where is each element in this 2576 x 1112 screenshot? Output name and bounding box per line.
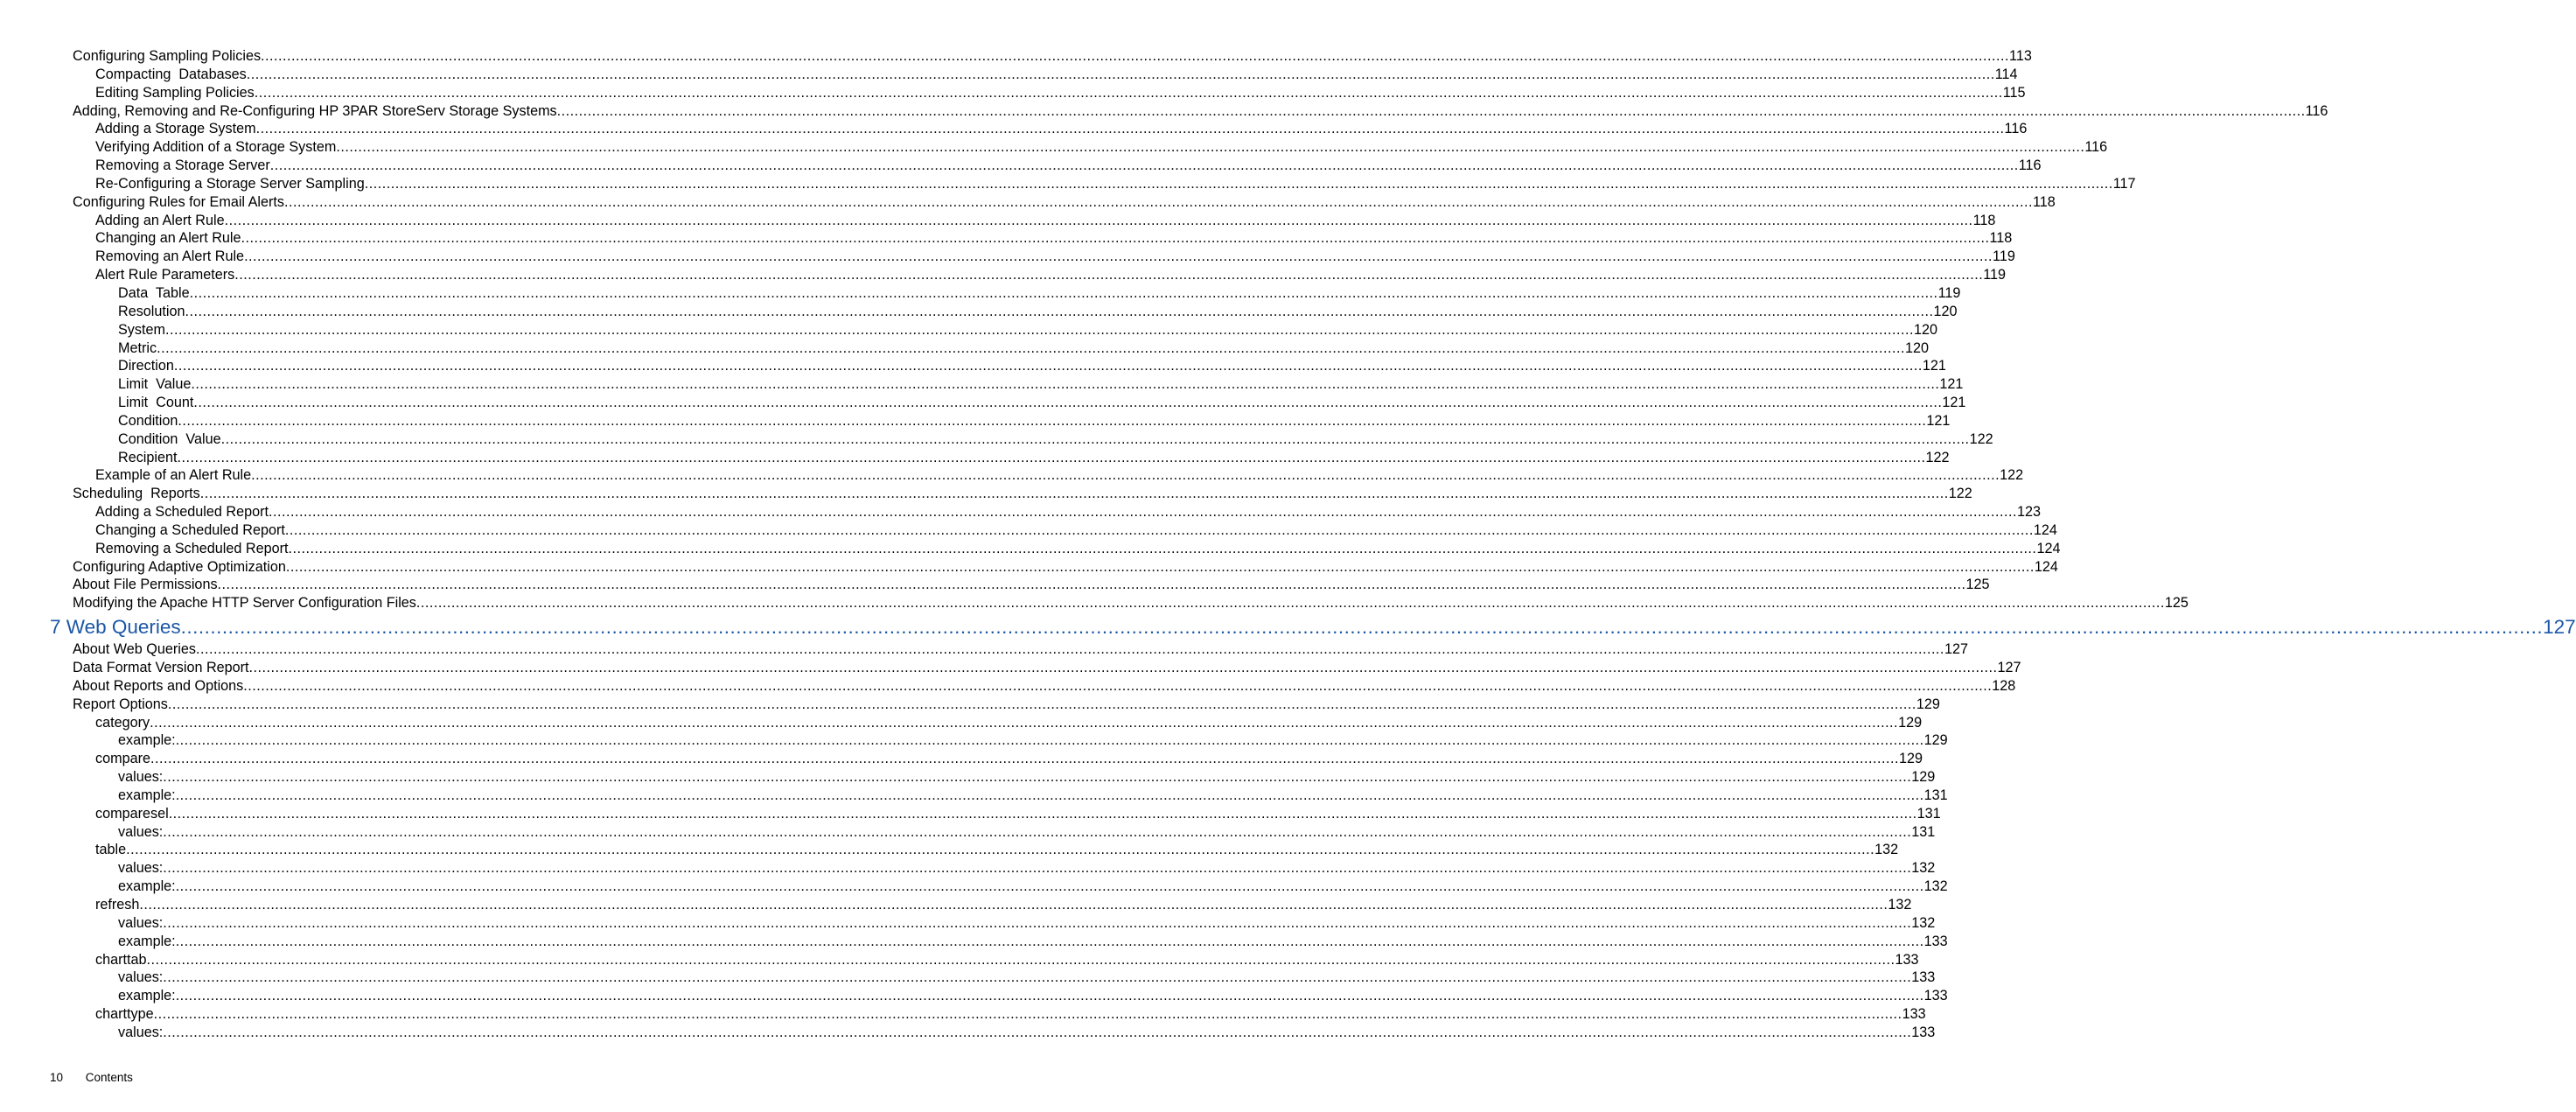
toc-entry[interactable] <box>0 914 1936 933</box>
toc-entry[interactable] <box>0 321 1937 339</box>
toc-entry[interactable] <box>0 594 2189 612</box>
toc-entry[interactable] <box>0 430 1993 449</box>
toc-entry-title: table <box>95 842 127 858</box>
toc-entry-title: Data Format Version Report <box>73 660 249 675</box>
toc-entry[interactable] <box>0 933 1948 951</box>
toc-entry-page-number: 118 <box>1989 230 2013 247</box>
toc-entry-title: Verifying Addition of a Storage System <box>95 139 337 156</box>
toc-entry-title: comparesel <box>95 805 169 822</box>
toc-entry-line <box>95 503 2041 521</box>
toc-entry-page-number: 120 <box>1913 321 1937 338</box>
dot-leader: ................................................................................................................................................................................................................................................................................................................................................................................................................ <box>244 248 1993 265</box>
toc-entry-page-number: 133 <box>1923 933 1948 949</box>
toc-entry-line <box>95 157 2042 175</box>
toc-entry-line <box>95 212 1996 230</box>
toc-entry-title: example: <box>118 933 176 949</box>
toc-entry-page-number: 121 <box>1922 358 1946 374</box>
toc-entry[interactable] <box>0 1024 1936 1042</box>
dot-leader: ................................................................................................................................................................................................................................................................................................................................................................................................................ <box>269 157 2019 174</box>
dot-leader: ................................................................................................................................................................................................................................................................................................................................................................................................................ <box>224 212 1973 228</box>
dot-leader: ................................................................................................................................................................................................................................................................................................................................................................................................................ <box>254 84 2003 101</box>
toc-entry-title: charttype <box>95 1006 154 1023</box>
toc-entry-line <box>73 193 2056 212</box>
toc-entry-page-number: 117 <box>2112 175 2136 192</box>
toc-entry-line <box>118 914 1936 933</box>
toc-entry[interactable] <box>0 485 1972 503</box>
toc-entry[interactable] <box>0 193 2056 212</box>
toc-entry-line <box>118 969 1936 987</box>
toc-entry-title: About Web Queries <box>73 641 196 658</box>
toc-entry[interactable] <box>0 768 1936 787</box>
toc-entry-title: Adding, Removing and Re-Configuring HP 3PAR StoreServ Storage Systems <box>73 102 557 119</box>
toc-entry[interactable] <box>0 805 1941 823</box>
toc-entry-page-number: 132 <box>1923 878 1948 895</box>
toc-entry[interactable] <box>0 394 1966 412</box>
toc-entry-title: Compacting Databases <box>95 66 247 82</box>
dot-leader: ................................................................................................................................................................................................................................................................................................................................................................................................................ <box>285 558 2035 575</box>
dot-leader: ................................................................................................................................................................................................................................................................................................................................................................................................................ <box>168 805 1917 822</box>
toc-entry-title: Alert Rule Parameters <box>95 267 235 283</box>
toc-entry-page-number: 116 <box>2084 139 2108 156</box>
toc-entry-title: Removing an Alert Rule <box>95 248 245 265</box>
toc-entry-line <box>95 248 2015 266</box>
dot-leader: ................................................................................................................................................................................................................................................................................................................................................................................................................ <box>248 660 1998 675</box>
dot-leader: ................................................................................................................................................................................................................................................................................................................................................................................................................ <box>180 616 2544 639</box>
toc-entry[interactable] <box>0 750 1923 768</box>
toc-entry-title: category <box>95 714 150 731</box>
dot-leader: ................................................................................................................................................................................................................................................................................................................................................................................................................ <box>243 677 1993 694</box>
toc-entry-page-number: 129 <box>1898 714 1923 731</box>
dot-leader: ................................................................................................................................................................................................................................................................................................................................................................................................................ <box>163 1024 1912 1040</box>
toc-entry-page-number: 129 <box>1916 696 1940 712</box>
toc-entry-page-number: 121 <box>1926 412 1951 429</box>
toc-entry-title: Adding a Scheduled Report <box>95 504 269 521</box>
toc-entry-page-number: 120 <box>1933 303 1958 319</box>
toc-entry-line <box>95 540 2061 558</box>
toc-entry-line <box>118 731 1948 750</box>
toc-entry[interactable] <box>0 540 2061 558</box>
toc-entry-page-number: 127 <box>1944 641 1968 658</box>
toc-entry-line <box>118 768 1936 787</box>
toc-entry-page-number: 122 <box>1969 430 1993 447</box>
toc-entry-page-number: 131 <box>1916 805 1941 822</box>
toc-entry[interactable] <box>0 859 1936 878</box>
toc-entry[interactable] <box>0 284 1961 303</box>
dot-leader: ................................................................................................................................................................................................................................................................................................................................................................................................................ <box>269 504 2017 521</box>
footer-page-number: 10 <box>50 1071 64 1084</box>
toc-entry-page-number: 133 <box>1911 969 1936 986</box>
toc-entry[interactable] <box>0 157 2042 175</box>
dot-leader: ................................................................................................................................................................................................................................................................................................................................................................................................................ <box>234 267 1984 283</box>
toc-entry-page-number: 125 <box>2164 595 2189 612</box>
toc-entry-title: Condition Value <box>118 430 221 447</box>
toc-entry-line <box>95 841 1899 859</box>
toc-entry-page-number: 127 <box>1997 660 2021 675</box>
toc-entry[interactable] <box>0 731 1948 750</box>
dot-leader: ................................................................................................................................................................................................................................................................................................................................................................................................................ <box>336 139 2085 156</box>
dot-leader: ................................................................................................................................................................................................................................................................................................................................................................................................................ <box>175 988 1924 1004</box>
toc-entry-title: Configuring Rules for Email Alerts <box>73 193 285 210</box>
toc-entry-page-number: 121 <box>1942 395 1966 411</box>
toc-entry-title: values: <box>118 860 164 877</box>
toc-entry-page-number: 124 <box>2033 521 2057 538</box>
toc-entry-title: Direction <box>118 358 174 374</box>
dot-leader: ................................................................................................................................................................................................................................................................................................................................................................................................................ <box>167 696 1916 712</box>
toc-entry-line <box>95 120 2028 138</box>
dot-leader: ................................................................................................................................................................................................................................................................................................................................................................................................................ <box>175 787 1924 803</box>
toc-entry-title: Configuring Adaptive Optimization <box>73 558 286 575</box>
dot-leader: ................................................................................................................................................................................................................................................................................................................................................................................................................ <box>173 358 1923 374</box>
toc-entry-page-number: 131 <box>1911 823 1936 840</box>
toc-entry-page-number: 121 <box>1939 376 1964 393</box>
dot-leader: ................................................................................................................................................................................................................................................................................................................................................................................................................ <box>175 933 1924 949</box>
toc-entry-line <box>95 229 2013 248</box>
toc-entry[interactable] <box>0 175 2136 193</box>
table-of-contents <box>0 47 2576 1042</box>
toc-entry-title: About Reports and Options <box>73 677 244 694</box>
toc-entry-page-number: 119 <box>1993 248 2015 265</box>
toc-entry[interactable] <box>0 229 2013 248</box>
dot-leader: ................................................................................................................................................................................................................................................................................................................................................................................................................ <box>217 577 1966 593</box>
toc-entry-line <box>118 339 1930 358</box>
dot-leader: ................................................................................................................................................................................................................................................................................................................................................................................................................ <box>150 751 1899 767</box>
toc-entry-line <box>73 640 1968 659</box>
dot-leader: ................................................................................................................................................................................................................................................................................................................................................................................................................ <box>284 193 2033 210</box>
toc-entry[interactable] <box>0 677 2016 696</box>
toc-entry-title: Limit Count <box>118 395 194 411</box>
dot-leader: ................................................................................................................................................................................................................................................................................................................................................................................................................ <box>556 102 2306 119</box>
toc-entry[interactable] <box>0 449 1950 467</box>
toc-entry[interactable] <box>0 896 1912 914</box>
toc-entry[interactable] <box>0 841 1899 859</box>
toc-entry-line <box>95 1005 1926 1024</box>
toc-entry[interactable] <box>0 969 1936 987</box>
dot-leader: ................................................................................................................................................................................................................................................................................................................................................................................................................ <box>193 395 1943 411</box>
toc-entry[interactable] <box>0 120 2028 138</box>
toc-entry-page-number: 129 <box>1911 769 1936 786</box>
toc-entry-title: Limit Value <box>118 376 192 393</box>
toc-entry-line <box>50 614 2576 640</box>
dot-leader: ................................................................................................................................................................................................................................................................................................................................................................................................................ <box>178 412 1927 429</box>
dot-leader: ................................................................................................................................................................................................................................................................................................................................................................................................................ <box>288 540 2037 556</box>
dot-leader: ................................................................................................................................................................................................................................................................................................................................................................................................................ <box>163 969 1912 986</box>
toc-entry-page-number: 129 <box>1898 751 1923 767</box>
toc-entry-page-number: 133 <box>1895 951 1919 968</box>
footer-label: Contents <box>85 1071 133 1084</box>
toc-entry-page-number: 113 <box>2009 48 2032 64</box>
dot-leader: ................................................................................................................................................................................................................................................................................................................................................................................................................ <box>251 467 2000 484</box>
toc-entry[interactable] <box>0 303 1958 321</box>
toc-entry[interactable] <box>0 84 2026 102</box>
toc-entry-line <box>73 485 1972 503</box>
toc-entry-title: values: <box>118 1024 164 1040</box>
dot-leader: ................................................................................................................................................................................................................................................................................................................................................................................................................ <box>175 878 1924 895</box>
toc-entry-title: Scheduling Reports <box>73 486 200 502</box>
toc-entry-title: charttab <box>95 951 147 968</box>
toc-entry-page-number: 128 <box>1992 677 2016 694</box>
toc-entry-page-number: 124 <box>2036 540 2061 556</box>
dot-leader: ................................................................................................................................................................................................................................................................................................................................................................................................................ <box>255 121 2005 137</box>
toc-entry-title: About File Permissions <box>73 577 218 593</box>
toc-entry[interactable] <box>0 138 2108 157</box>
toc-entry-title: Report Options <box>73 696 168 712</box>
toc-entry-line <box>118 303 1958 321</box>
toc-entry-line <box>73 659 2021 677</box>
toc-entry-title: Changing an Alert Rule <box>95 230 241 247</box>
toc-entry-page-number: 132 <box>1874 842 1899 858</box>
toc-entry-page-number: 116 <box>2004 121 2028 137</box>
toc-entry[interactable] <box>0 339 1930 358</box>
toc-entry-page-number: 118 <box>2032 193 2056 210</box>
toc-entry-title: System <box>118 321 165 338</box>
toc-entry[interactable] <box>0 66 2018 84</box>
toc-entry-title: Removing a Storage Server <box>95 157 270 174</box>
toc-entry-line <box>118 787 1948 805</box>
toc-entry-page-number: 127 <box>2543 616 2576 639</box>
toc-entry-line <box>95 805 1941 823</box>
dot-leader: ................................................................................................................................................................................................................................................................................................................................................................................................................ <box>126 842 1875 858</box>
toc-entry[interactable] <box>0 47 2032 66</box>
toc-entry-page-number: 133 <box>1911 1024 1936 1040</box>
dot-leader: ................................................................................................................................................................................................................................................................................................................................................................................................................ <box>284 521 2034 538</box>
toc-entry[interactable] <box>0 951 1919 969</box>
toc-entry[interactable] <box>0 266 2007 284</box>
toc-entry[interactable] <box>0 659 2021 677</box>
toc-entry-page-number: 122 <box>2000 467 2024 484</box>
toc-entry-title: values: <box>118 969 164 986</box>
toc-entry[interactable] <box>0 714 1923 732</box>
toc-entry[interactable] <box>0 412 1951 430</box>
dot-leader: ................................................................................................................................................................................................................................................................................................................................................................................................................ <box>164 321 1914 338</box>
toc-entry-title: values: <box>118 823 164 840</box>
toc-entry-title: Data Table <box>118 284 190 301</box>
toc-entry-line <box>95 714 1923 732</box>
toc-entry-title: example: <box>118 988 176 1004</box>
toc-entry-line <box>118 933 1948 951</box>
toc-entry-page-number: 119 <box>1983 267 2007 283</box>
toc-entry-page-number: 116 <box>2018 157 2042 174</box>
toc-entry-title: Re-Configuring a Storage Server Sampling <box>95 175 365 192</box>
dot-leader: ................................................................................................................................................................................................................................................................................................................................................................................................................ <box>150 714 1899 731</box>
dot-leader: ................................................................................................................................................................................................................................................................................................................................................................................................................ <box>241 230 1990 247</box>
toc-entry-line <box>118 878 1948 896</box>
toc-entry-line <box>73 677 2016 696</box>
toc-entry-line <box>95 750 1923 768</box>
toc-entry[interactable] <box>0 558 2058 577</box>
toc-entry-title: refresh <box>95 896 140 913</box>
dot-leader: ................................................................................................................................................................................................................................................................................................................................................................................................................ <box>139 896 1888 913</box>
toc-entry-line <box>95 66 2018 84</box>
toc-entry[interactable] <box>0 102 2328 121</box>
toc-entry-title: Modifying the Apache HTTP Server Configuration Files <box>73 595 416 612</box>
toc-entry[interactable] <box>0 640 1968 659</box>
toc-entry-title: values: <box>118 914 164 931</box>
toc-entry-line <box>73 576 1990 594</box>
dot-leader: ................................................................................................................................................................................................................................................................................................................................................................................................................ <box>246 66 1995 82</box>
toc-entry-line <box>118 375 1964 394</box>
toc-entry-title: Example of an Alert Rule <box>95 467 252 484</box>
toc-entry-page-number: 123 <box>2016 504 2041 521</box>
dot-leader: ................................................................................................................................................................................................................................................................................................................................................................................................................ <box>157 339 1906 356</box>
toc-entry-page-number: 118 <box>1972 212 1996 228</box>
dot-leader: ................................................................................................................................................................................................................................................................................................................................................................................................................ <box>261 48 2010 64</box>
toc-entry-line <box>118 284 1961 303</box>
toc-entry-title: values: <box>118 769 164 786</box>
toc-entry-title: example: <box>118 878 176 895</box>
toc-chapter-entry[interactable] <box>0 614 2576 640</box>
toc-entry-line <box>118 449 1950 467</box>
toc-entry-title: example: <box>118 787 176 803</box>
toc-entry-title: example: <box>118 732 176 749</box>
toc-entry-page-number: 122 <box>1948 486 1972 502</box>
toc-entry-line <box>73 102 2328 121</box>
toc-entry-title: Editing Sampling Policies <box>95 84 255 101</box>
dot-leader: ................................................................................................................................................................................................................................................................................................................................................................................................................ <box>199 486 1949 502</box>
toc-entry[interactable] <box>0 212 1996 230</box>
dot-leader: ................................................................................................................................................................................................................................................................................................................................................................................................................ <box>364 175 2113 192</box>
toc-entry[interactable] <box>0 248 2015 266</box>
toc-entry-line <box>118 430 1993 449</box>
toc-entry-line <box>118 823 1936 842</box>
toc-entry-line <box>118 859 1936 878</box>
toc-entry-title: Resolution <box>118 303 185 319</box>
toc-entry-page-number: 133 <box>1923 988 1948 1004</box>
toc-entry-title: 7 Web Queries <box>50 616 181 639</box>
toc-entry[interactable] <box>0 823 1936 842</box>
toc-entry-page-number: 120 <box>1905 339 1930 356</box>
toc-entry[interactable] <box>0 466 2024 485</box>
toc-entry-line <box>118 394 1966 412</box>
toc-entry[interactable] <box>0 521 2057 540</box>
dot-leader: ................................................................................................................................................................................................................................................................................................................................................................................................................ <box>153 1006 1902 1023</box>
dot-leader: ................................................................................................................................................................................................................................................................................................................................................................................................................ <box>163 860 1912 877</box>
toc-entry-line <box>73 47 2032 66</box>
toc-entry-page-number: 133 <box>1902 1006 1926 1023</box>
toc-entry-title: Metric <box>118 339 157 356</box>
toc-entry-title: Adding a Storage System <box>95 121 256 137</box>
toc-entry-line <box>95 896 1912 914</box>
toc-entry[interactable] <box>0 878 1948 896</box>
toc-entry[interactable] <box>0 357 1946 375</box>
toc-entry-line <box>73 594 2189 612</box>
dot-leader: ................................................................................................................................................................................................................................................................................................................................................................................................................ <box>146 951 1895 968</box>
toc-entry-line <box>73 696 1940 714</box>
dot-leader: ................................................................................................................................................................................................................................................................................................................................................................................................................ <box>163 823 1912 840</box>
toc-entry-title: Changing a Scheduled Report <box>95 521 285 538</box>
toc-entry-page-number: 132 <box>1888 896 1912 913</box>
toc-entry-line <box>95 175 2136 193</box>
toc-entry-page-number: 122 <box>1925 449 1950 465</box>
toc-entry-page-number: 129 <box>1923 732 1948 749</box>
dot-leader: ................................................................................................................................................................................................................................................................................................................................................................................................................ <box>177 449 1926 465</box>
toc-entry-line <box>95 84 2026 102</box>
toc-entry-page-number: 132 <box>1911 860 1936 877</box>
toc-entry-page-number: 131 <box>1923 787 1948 803</box>
dot-leader: ................................................................................................................................................................................................................................................................................................................................................................................................................ <box>163 914 1912 931</box>
toc-entry[interactable] <box>0 696 1940 714</box>
dot-leader: ................................................................................................................................................................................................................................................................................................................................................................................................................ <box>191 376 1940 393</box>
toc-entry[interactable] <box>0 1005 1926 1024</box>
dot-leader: ................................................................................................................................................................................................................................................................................................................................................................................................................ <box>220 430 1970 447</box>
toc-entry[interactable] <box>0 375 1964 394</box>
dot-leader: ................................................................................................................................................................................................................................................................................................................................................................................................................ <box>189 284 1938 301</box>
toc-entry-line <box>73 558 2058 577</box>
dot-leader: ................................................................................................................................................................................................................................................................................................................................................................................................................ <box>195 641 1944 658</box>
page-footer <box>50 1069 133 1087</box>
toc-entry[interactable] <box>0 987 1948 1005</box>
toc-entry-title: Removing a Scheduled Report <box>95 540 289 556</box>
toc-entry-page-number: 125 <box>1965 577 1990 593</box>
dot-leader: ................................................................................................................................................................................................................................................................................................................................................................................................................ <box>185 303 1934 319</box>
toc-entry-page-number: 124 <box>2034 558 2058 575</box>
toc-entry-page-number: 114 <box>1994 66 2018 82</box>
toc-entry-title: compare <box>95 751 150 767</box>
toc-entry-line <box>118 357 1946 375</box>
dot-leader: ................................................................................................................................................................................................................................................................................................................................................................................................................ <box>163 769 1912 786</box>
toc-entry-line <box>118 412 1951 430</box>
toc-entry-line <box>95 521 2057 540</box>
toc-entry-line <box>95 266 2007 284</box>
toc-entry-line <box>95 138 2108 157</box>
toc-entry-line <box>118 321 1937 339</box>
toc-entry-line <box>118 987 1948 1005</box>
toc-entry-line <box>95 466 2024 485</box>
toc-entry-title: Condition <box>118 412 178 429</box>
toc-entry-page-number: 115 <box>2002 84 2026 101</box>
toc-entry-page-number: 116 <box>2305 102 2328 119</box>
toc-entry-line <box>118 1024 1936 1042</box>
toc-entry-title: Configuring Sampling Policies <box>73 48 262 64</box>
toc-entry-page-number: 132 <box>1911 914 1936 931</box>
toc-entry[interactable] <box>0 576 1990 594</box>
toc-entry-page-number: 119 <box>1937 284 1961 301</box>
toc-entry-title: Adding an Alert Rule <box>95 212 225 228</box>
toc-entry[interactable] <box>0 787 1948 805</box>
toc-entry[interactable] <box>0 503 2041 521</box>
dot-leader: ................................................................................................................................................................................................................................................................................................................................................................................................................ <box>175 732 1924 749</box>
toc-entry-line <box>95 951 1919 969</box>
toc-entry-title: Recipient <box>118 449 178 465</box>
dot-leader: ................................................................................................................................................................................................................................................................................................................................................................................................................ <box>415 595 2165 612</box>
